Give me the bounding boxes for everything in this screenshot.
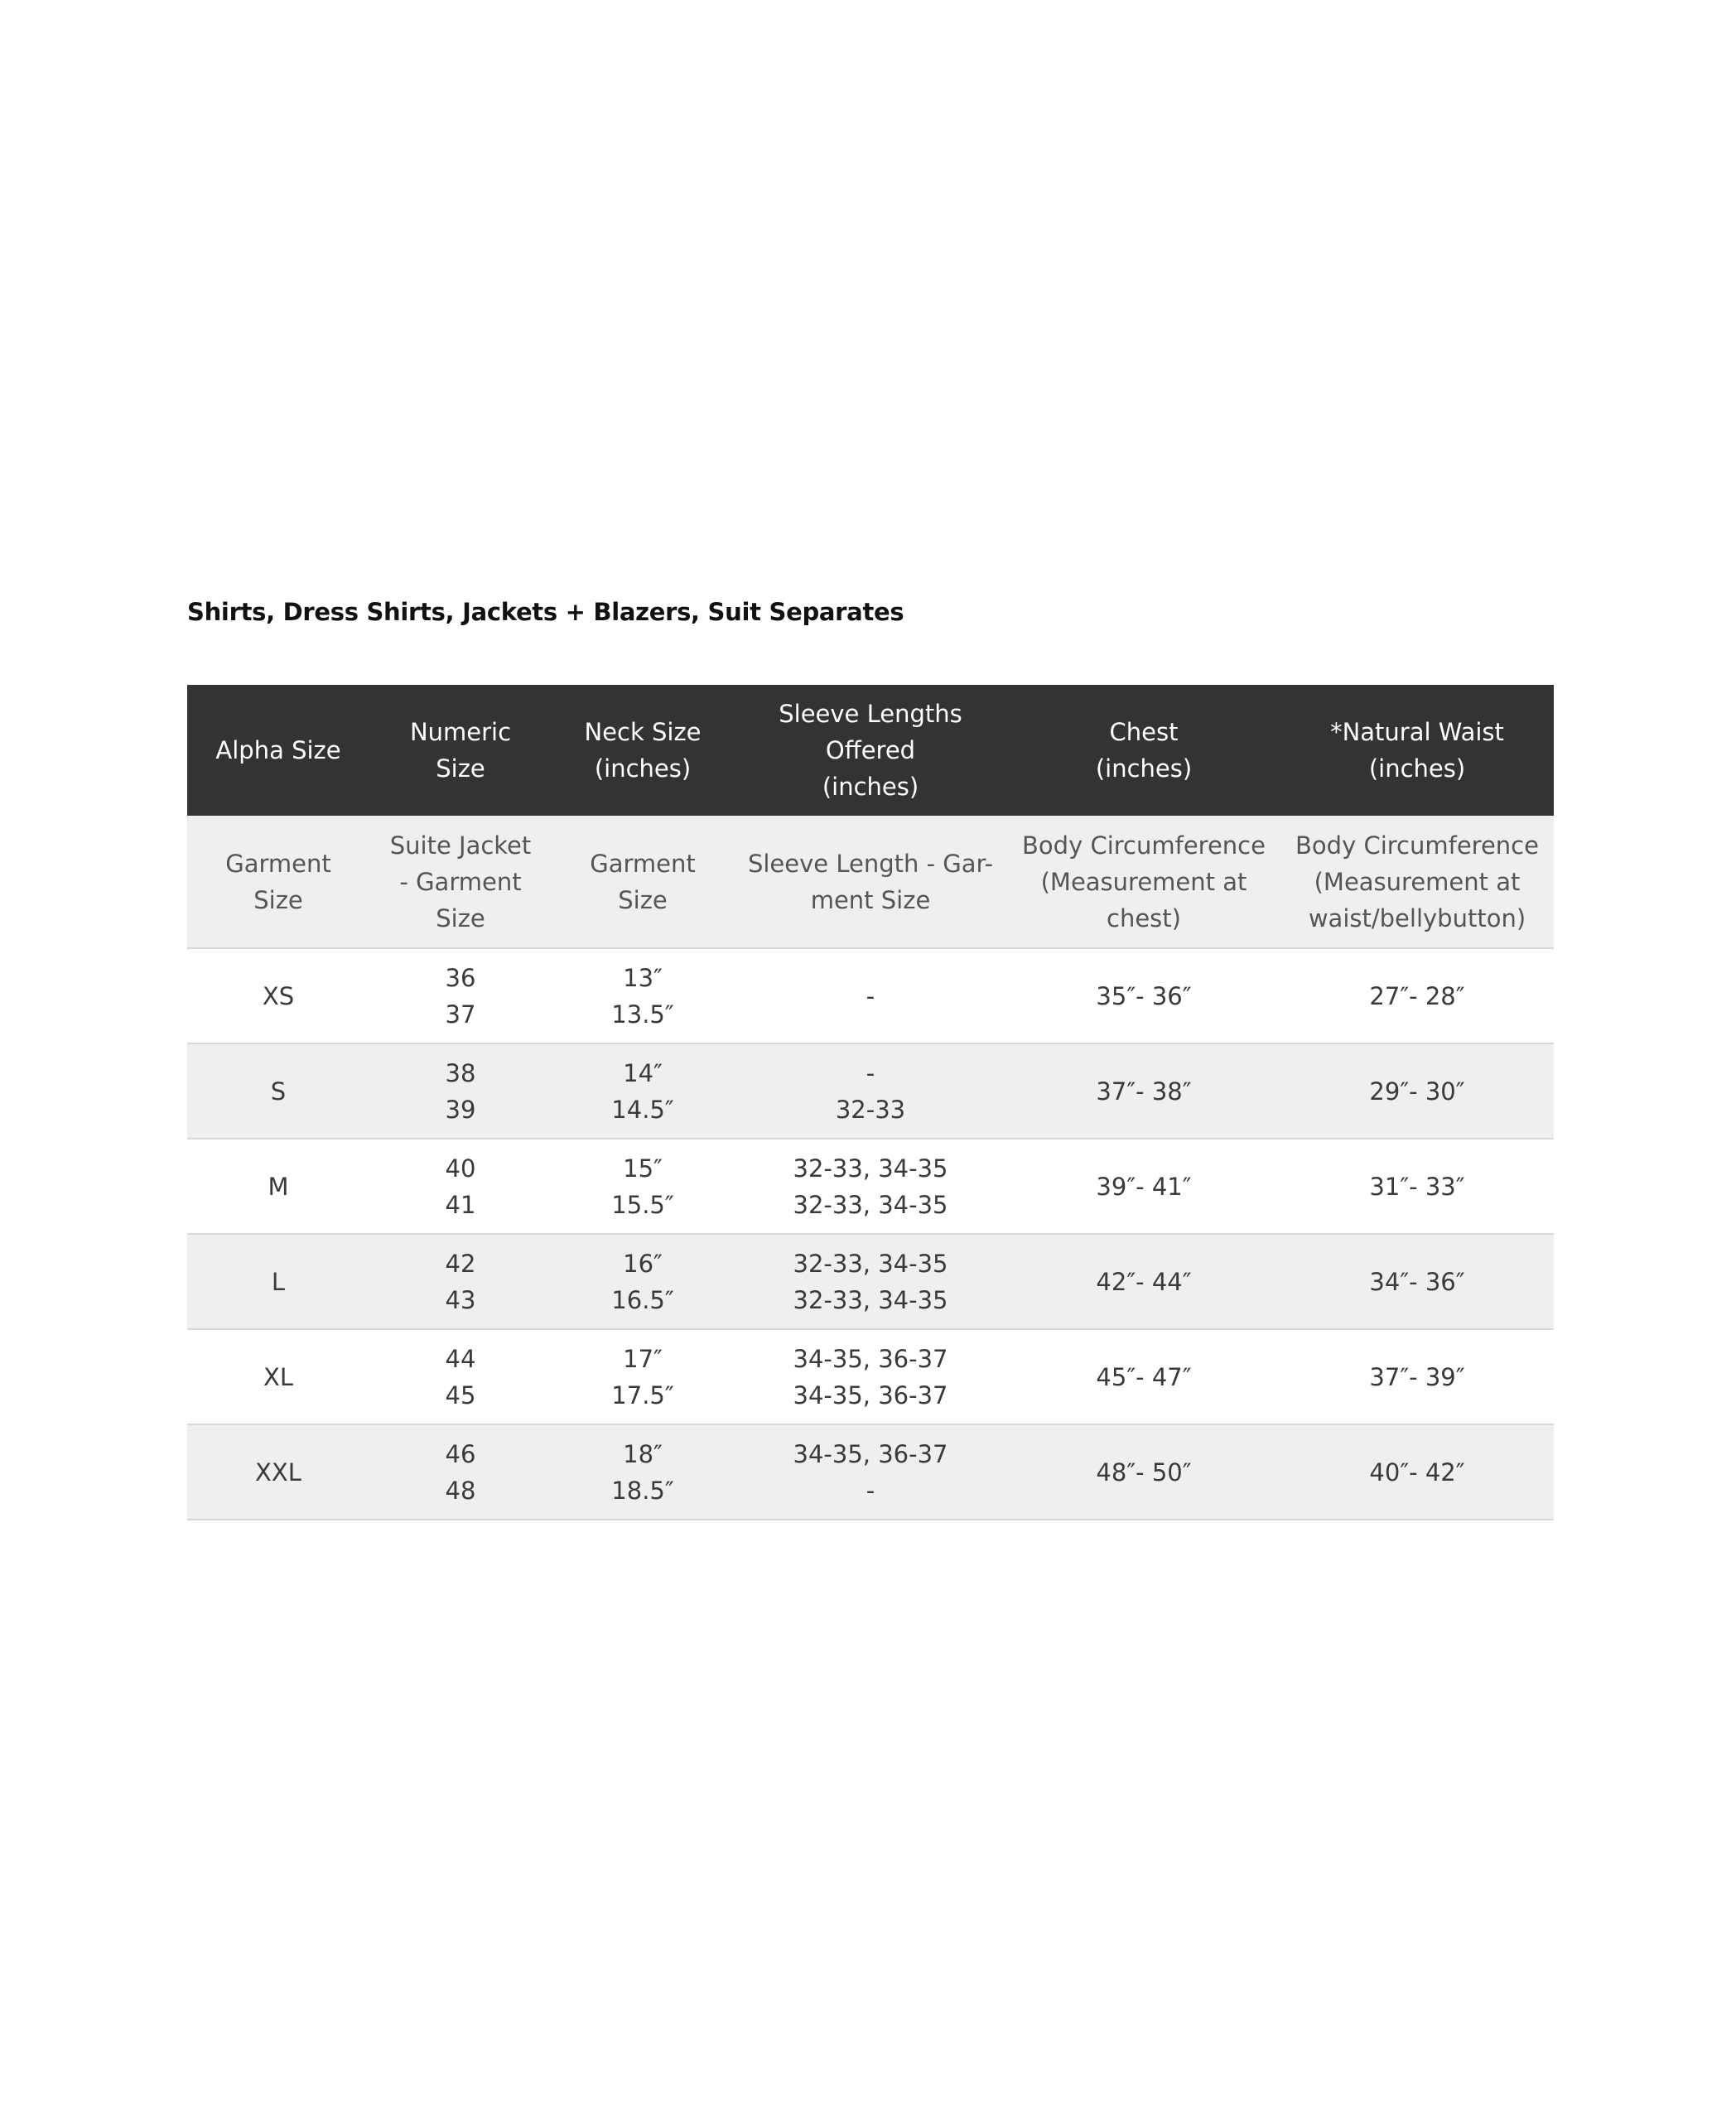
table-cell: 14″ 14.5″	[552, 1043, 734, 1139]
table-cell: L	[187, 1234, 369, 1329]
table-cell: 38 39	[369, 1043, 552, 1139]
table-cell: XXL	[187, 1424, 369, 1520]
table-cell: 18″ 18.5″	[552, 1424, 734, 1520]
header-natural-waist: *Natural Waist (inches)	[1280, 685, 1554, 816]
table-row	[187, 1424, 1554, 1520]
table-cell: 34-35, 36-37 -	[734, 1424, 1007, 1520]
subheader-cell: Garment Size	[552, 816, 734, 948]
table-cell: 34-35, 36-37 34-35, 36-37	[734, 1329, 1007, 1424]
header-neck-size: Neck Size (inches)	[552, 685, 734, 816]
page-title: Shirts, Dress Shirts, Jackets + Blazers, Suit Separates	[187, 598, 904, 626]
table-cell: 34″- 36″	[1280, 1234, 1554, 1329]
table-cell: 40 41	[369, 1139, 552, 1234]
table-cell: S	[187, 1043, 369, 1139]
table-subheader-row	[187, 816, 1554, 948]
table-cell: 37″- 39″	[1280, 1329, 1554, 1424]
table-cell: -	[734, 948, 1007, 1043]
subheader-cell: Body Circumference (Measurement at chest)	[1007, 816, 1280, 948]
table-cell: 39″- 41″	[1007, 1139, 1280, 1234]
table-cell: 45″- 47″	[1007, 1329, 1280, 1424]
table-cell: 29″- 30″	[1280, 1043, 1554, 1139]
table-cell: 40″- 42″	[1280, 1424, 1554, 1520]
header-alpha-size: Alpha Size	[187, 685, 369, 816]
subheader-cell: Garment Size	[187, 816, 369, 948]
table-cell: 31″- 33″	[1280, 1139, 1554, 1234]
table-cell: 48″- 50″	[1007, 1424, 1280, 1520]
table-cell: 27″- 28″	[1280, 948, 1554, 1043]
table-header-row	[187, 685, 1554, 816]
table-cell: 32-33, 34-35 32-33, 34-35	[734, 1139, 1007, 1234]
table-cell: - 32-33	[734, 1043, 1007, 1139]
table-cell: XL	[187, 1329, 369, 1424]
table-row	[187, 1043, 1554, 1139]
table-cell: 15″ 15.5″	[552, 1139, 734, 1234]
table-cell: M	[187, 1139, 369, 1234]
table-cell: 17″ 17.5″	[552, 1329, 734, 1424]
subheader-cell: Sleeve Length - Gar- ment Size	[734, 816, 1007, 948]
table-cell: 44 45	[369, 1329, 552, 1424]
header-sleeve-lengths: Sleeve Lengths Offered (inches)	[734, 685, 1007, 816]
table-row	[187, 1329, 1554, 1424]
table-cell: 13″ 13.5″	[552, 948, 734, 1043]
table-cell: 42″- 44″	[1007, 1234, 1280, 1329]
table-row	[187, 948, 1554, 1043]
table-cell: 46 48	[369, 1424, 552, 1520]
header-chest: Chest (inches)	[1007, 685, 1280, 816]
table-cell: 16″ 16.5″	[552, 1234, 734, 1329]
table-cell: XS	[187, 948, 369, 1043]
table-row	[187, 1234, 1554, 1329]
subheader-cell: Suite Jacket - Garment Size	[369, 816, 552, 948]
subheader-cell: Body Circumference (Measurement at waist/bellybutton)	[1280, 816, 1554, 948]
table-cell: 36 37	[369, 948, 552, 1043]
table-cell: 32-33, 34-35 32-33, 34-35	[734, 1234, 1007, 1329]
size-chart-table	[187, 685, 1554, 1520]
header-numeric-size: Numeric Size	[369, 685, 552, 816]
table-cell: 35″- 36″	[1007, 948, 1280, 1043]
table-row	[187, 1139, 1554, 1234]
table-cell: 37″- 38″	[1007, 1043, 1280, 1139]
table-cell: 42 43	[369, 1234, 552, 1329]
